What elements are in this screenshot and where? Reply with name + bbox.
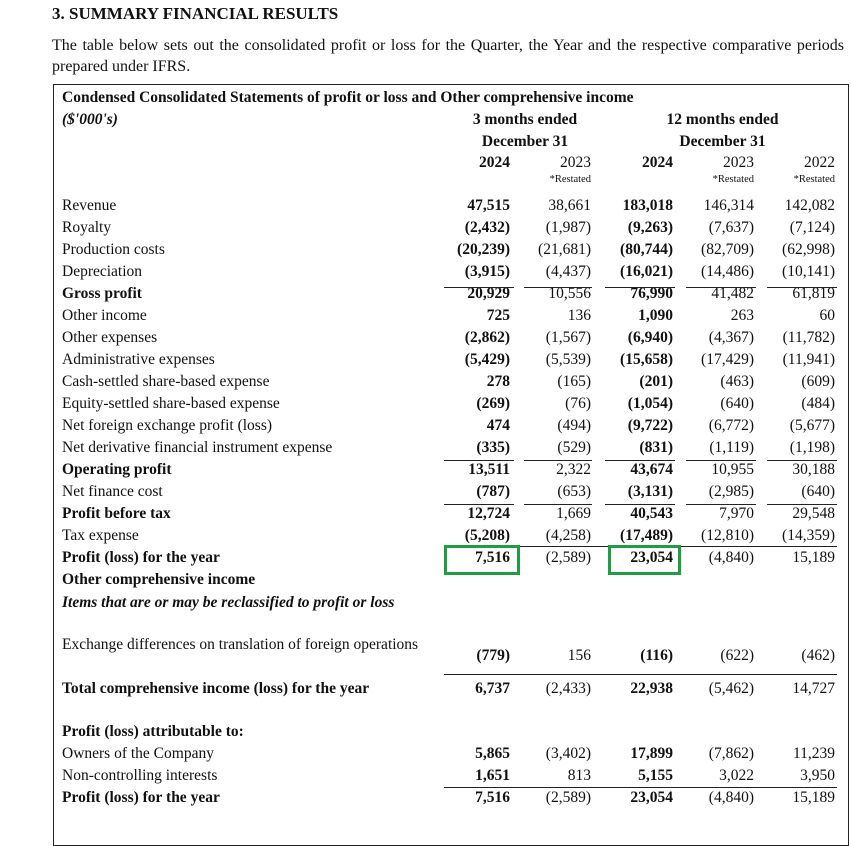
table-row	[0, 481, 851, 503]
row-label: Production costs	[62, 241, 165, 258]
value-cell: (116)	[640, 647, 673, 664]
value-cell: (529)	[557, 439, 591, 456]
value-cell: 474	[486, 417, 510, 434]
table-row	[0, 503, 851, 525]
value-cell: 38,661	[548, 197, 591, 214]
table-row	[0, 195, 851, 217]
value-cell: (3,402)	[545, 745, 591, 762]
row-label: Other comprehensive income	[62, 571, 256, 588]
year-header-y-2023: 2023	[723, 154, 754, 171]
value-cell: 7,970	[719, 505, 754, 522]
table-row	[0, 217, 851, 239]
value-cell: (787)	[476, 483, 510, 500]
value-cell: 17,899	[630, 745, 673, 762]
value-cell: 60	[819, 307, 835, 324]
value-cell: (62,998)	[782, 241, 835, 258]
header-12-months-date: December 31	[679, 133, 766, 150]
value-cell: (2,433)	[545, 680, 591, 697]
value-cell: (5,677)	[789, 417, 835, 434]
table-row	[0, 525, 851, 547]
attributable-row	[0, 787, 851, 809]
value-cell: 156	[567, 647, 591, 664]
value-cell: (21,681)	[538, 241, 591, 258]
table-row	[0, 393, 851, 415]
value-cell: (1,119)	[709, 439, 754, 456]
value-cell: (11,782)	[782, 329, 835, 346]
table-row	[0, 415, 851, 437]
row-label: Non-controlling interests	[62, 767, 218, 784]
subtotal-rule	[605, 460, 675, 461]
exchange-differences-row	[0, 645, 851, 667]
row-label: Administrative expenses	[62, 351, 215, 368]
value-cell: (779)	[476, 647, 510, 664]
value-cell: 41,482	[711, 285, 754, 302]
header-3-months-date: December 31	[481, 133, 569, 150]
value-cell: (5,462)	[708, 680, 754, 697]
value-cell: (76)	[565, 395, 591, 412]
restated-note: *Restated	[793, 174, 835, 185]
table-row	[0, 261, 851, 283]
value-cell: (5,208)	[464, 527, 510, 544]
highlight-box-q-profit	[444, 545, 520, 575]
value-cell: (831)	[639, 439, 673, 456]
row-label: Net foreign exchange profit (loss)	[62, 417, 273, 434]
value-cell: (484)	[801, 395, 835, 412]
value-cell: (2,589)	[545, 789, 591, 806]
value-cell: (20,239)	[457, 241, 510, 258]
row-label: Operating profit	[62, 461, 172, 478]
value-cell: (3,915)	[464, 263, 510, 280]
value-cell: 725	[486, 307, 510, 324]
row-label: Revenue	[62, 197, 117, 214]
subtotal-rule	[524, 504, 592, 505]
total-comprehensive-row	[0, 678, 851, 700]
row-label: Equity-settled share-based expense	[62, 395, 280, 412]
subtotal-rule	[605, 504, 675, 505]
value-cell: 22,938	[630, 680, 673, 697]
row-label: Owners of the Company	[62, 745, 214, 762]
value-cell: (2,862)	[464, 329, 510, 346]
value-cell: (3,131)	[627, 483, 673, 500]
value-cell: 6,737	[475, 680, 510, 697]
table-row	[0, 459, 851, 481]
subtotal-rule	[686, 287, 756, 288]
value-cell: 5,865	[475, 745, 510, 762]
value-cell: 47,515	[467, 197, 510, 214]
value-cell: 5,155	[638, 767, 673, 784]
table-row	[0, 349, 851, 371]
year-header-y-2024: 2024	[642, 154, 673, 171]
subtotal-rule	[767, 287, 837, 288]
value-cell: 11,239	[792, 745, 835, 762]
row-label: Other income	[62, 307, 147, 324]
value-cell: 142,082	[784, 197, 835, 214]
value-cell: (462)	[801, 647, 835, 664]
statement-units: ($'000's)	[62, 111, 118, 128]
value-cell: 29,548	[792, 505, 835, 522]
value-cell: 3,950	[800, 767, 835, 784]
table-row	[0, 305, 851, 327]
value-cell: 23,054	[630, 549, 673, 566]
subtotal-rule	[444, 460, 514, 461]
value-cell: 146,314	[703, 197, 754, 214]
exchange-differences-label: Exchange differences on translation of foreign operations	[62, 636, 419, 653]
row-label: Gross profit	[62, 285, 142, 302]
value-cell: 20,929	[467, 285, 510, 302]
highlight-box-y-profit	[608, 545, 681, 575]
value-cell: 3,022	[719, 767, 754, 784]
table-row	[0, 327, 851, 349]
value-cell: 278	[486, 373, 510, 390]
value-cell: 61,819	[792, 285, 835, 302]
table-row	[0, 437, 851, 459]
attributable-row	[0, 765, 851, 787]
value-cell: (201)	[639, 373, 673, 390]
year-header-q-2023: 2023	[560, 154, 591, 171]
attributable-heading: Profit (loss) attributable to:	[62, 723, 244, 740]
value-cell: 183,018	[622, 197, 673, 214]
value-cell: (16,021)	[620, 263, 673, 280]
value-cell: (14,486)	[701, 263, 754, 280]
value-cell: 136	[567, 307, 591, 324]
row-label: Net finance cost	[62, 483, 163, 500]
attributable-heading-row	[0, 721, 851, 743]
value-cell: (2,985)	[708, 483, 754, 500]
value-cell: (622)	[720, 647, 754, 664]
value-cell: 23,054	[630, 789, 673, 806]
value-cell: 7,516	[475, 549, 510, 566]
reclassified-heading: Items that are or may be reclassified to profit or loss	[62, 594, 395, 611]
row-label: Royalty	[62, 219, 112, 236]
intro-paragraph: The table below sets out the consolidated profit or loss for the Quarter, the Year and the respective comparative periods prepared under IFRS.	[52, 37, 844, 75]
row-label: Total comprehensive income (loss) for the year	[62, 680, 370, 697]
row-label: Other expenses	[62, 329, 158, 346]
value-cell: 12,724	[467, 505, 510, 522]
value-cell: (640)	[801, 483, 835, 500]
attributable-row	[0, 743, 851, 765]
value-cell: (2,589)	[545, 549, 591, 566]
value-cell: (2,432)	[464, 219, 510, 236]
value-cell: 14,727	[792, 680, 835, 697]
row-label: Tax expense	[62, 527, 139, 544]
subtotal-rule	[686, 504, 756, 505]
value-cell: (494)	[557, 417, 591, 434]
value-cell: 30,188	[792, 461, 835, 478]
value-cell: (4,840)	[708, 549, 754, 566]
value-cell: (1,987)	[545, 219, 591, 236]
subtotal-rule	[444, 504, 514, 505]
restated-note: *Restated	[712, 174, 754, 185]
table-row	[0, 569, 851, 591]
value-cell: (9,722)	[627, 417, 673, 434]
value-cell: (4,258)	[545, 527, 591, 544]
subtotal-rule	[767, 460, 837, 461]
value-cell: 1,651	[475, 767, 510, 784]
restated-note: *Restated	[549, 174, 591, 185]
value-cell: (7,637)	[708, 219, 754, 236]
value-cell: (14,359)	[782, 527, 835, 544]
value-cell: 40,543	[630, 505, 673, 522]
value-cell: (7,862)	[708, 745, 754, 762]
value-cell: 1,090	[638, 307, 673, 324]
value-cell: (5,539)	[545, 351, 591, 368]
value-cell: 15,189	[792, 789, 835, 806]
value-cell: (12,810)	[701, 527, 754, 544]
value-cell: 76,990	[630, 285, 673, 302]
value-cell: 15,189	[792, 549, 835, 566]
value-cell: (1,054)	[627, 395, 673, 412]
header-12-months: 12 months ended	[666, 111, 779, 128]
value-cell: (609)	[801, 373, 835, 390]
value-cell: 10,556	[548, 285, 591, 302]
table-row	[0, 547, 851, 569]
value-cell: (11,941)	[782, 351, 835, 368]
statement-title: Condensed Consolidated Statements of profit or loss and Other comprehensive income	[62, 89, 634, 106]
value-cell: (4,840)	[708, 789, 754, 806]
value-cell: (640)	[720, 395, 754, 412]
value-cell: 263	[730, 307, 754, 324]
subtotal-rule	[524, 460, 592, 461]
value-cell: (82,709)	[701, 241, 754, 258]
value-cell: (6,940)	[627, 329, 673, 346]
value-cell: (17,489)	[620, 527, 673, 544]
value-cell: (1,567)	[545, 329, 591, 346]
subtotal-rule	[444, 674, 837, 675]
year-header-y-2022: 2022	[804, 154, 835, 171]
subtotal-rule	[686, 460, 756, 461]
value-cell: 813	[567, 767, 591, 784]
value-cell: 13,511	[468, 461, 510, 478]
value-cell: (463)	[720, 373, 754, 390]
year-header-q-2024: 2024	[479, 154, 510, 171]
value-cell: (165)	[557, 373, 591, 390]
value-cell: (6,772)	[708, 417, 754, 434]
subtotal-rule	[444, 287, 514, 288]
subtotal-rule	[524, 287, 592, 288]
header-3-months: 3 months ended	[472, 111, 578, 128]
value-cell: 10,955	[711, 461, 754, 478]
row-label: Cash-settled share-based expense	[62, 373, 270, 390]
value-cell: (7,124)	[789, 219, 835, 236]
row-label: Net derivative financial instrument expense	[62, 439, 333, 456]
value-cell: (17,429)	[701, 351, 754, 368]
value-cell: (653)	[557, 483, 591, 500]
value-cell: (80,744)	[620, 241, 673, 258]
value-cell: (269)	[476, 395, 510, 412]
subtotal-rule	[444, 787, 837, 788]
value-cell: (4,367)	[708, 329, 754, 346]
subtotal-rule	[767, 504, 837, 505]
value-cell: 2,322	[556, 461, 591, 478]
subtotal-rule	[605, 287, 675, 288]
section-heading: 3. SUMMARY FINANCIAL RESULTS	[52, 4, 339, 23]
value-cell: (10,141)	[782, 263, 835, 280]
table-row	[0, 371, 851, 393]
value-cell: (5,429)	[464, 351, 510, 368]
row-label: Profit (loss) for the year	[62, 789, 220, 806]
value-cell: (15,658)	[620, 351, 673, 368]
value-cell: 1,669	[556, 505, 591, 522]
row-label: Profit before tax	[62, 505, 171, 522]
row-label: Depreciation	[62, 263, 143, 280]
value-cell: (335)	[476, 439, 510, 456]
row-label: Profit (loss) for the year	[62, 549, 220, 566]
value-cell: 43,674	[630, 461, 673, 478]
value-cell: (4,437)	[545, 263, 591, 280]
value-cell: (1,198)	[789, 439, 835, 456]
value-cell: (9,263)	[627, 219, 673, 236]
value-cell: 7,516	[475, 789, 510, 806]
table-row	[0, 239, 851, 261]
